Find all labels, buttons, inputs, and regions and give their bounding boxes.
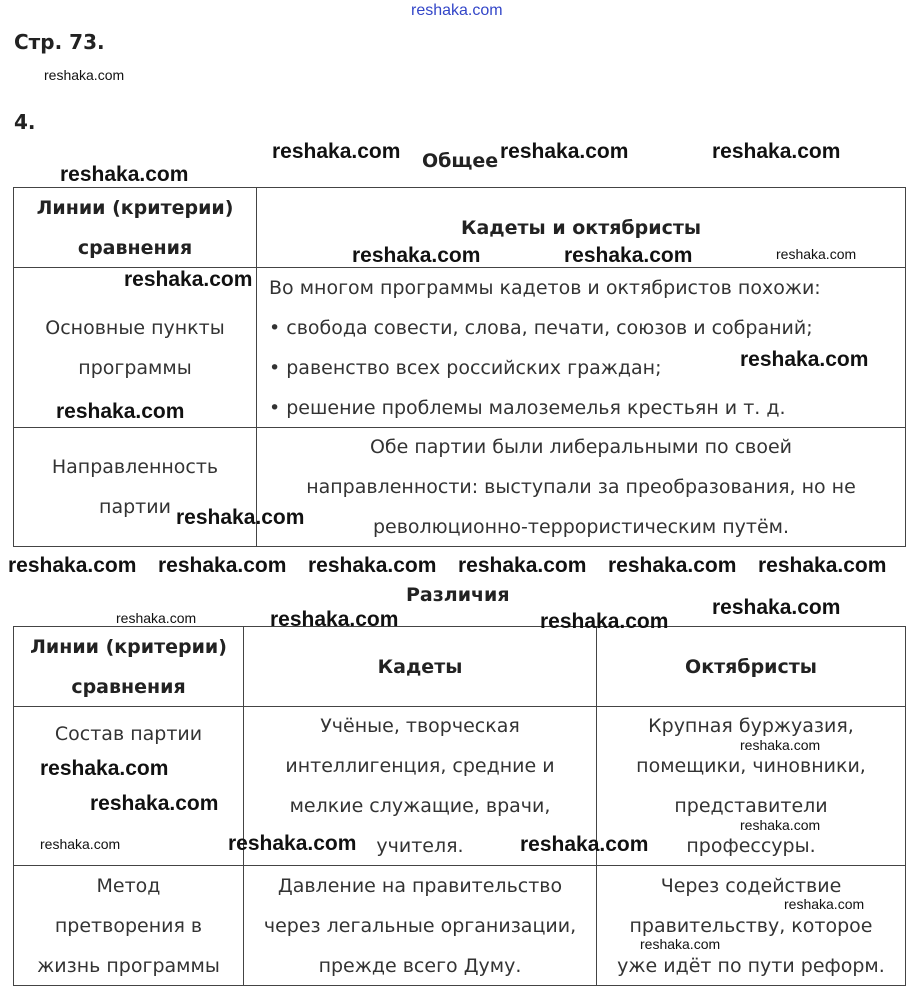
cell-line: мелкие служащие, врачи, (289, 795, 551, 817)
header-line: сравнения (77, 236, 193, 259)
watermark: reshaka.com (608, 554, 737, 577)
watermark: reshaka.com (8, 554, 137, 577)
header-criteria (14, 627, 244, 707)
cell-line: жизнь программы (37, 954, 220, 977)
watermark: reshaka.com (270, 608, 399, 631)
watermark: reshaka.com (228, 832, 357, 855)
criterion-cell (14, 866, 244, 985)
cell-line: уже идёт по пути реформ. (617, 954, 885, 977)
watermark: reshaka.com (272, 140, 401, 163)
header-line: Кадеты (377, 655, 463, 678)
watermark: reshaka.com (116, 610, 197, 626)
cell-line: прежде всего Думу. (318, 954, 522, 977)
header-line: Октябристы (685, 655, 817, 678)
cell-line: Направленность (51, 456, 219, 478)
cell-line: учителя. (376, 835, 464, 857)
task-number: 4. (14, 110, 36, 134)
cell-line: претворения в (54, 914, 203, 937)
orientation-cell (257, 428, 905, 546)
header-criteria (14, 188, 257, 268)
cell-line: представители (674, 795, 828, 817)
watermark: reshaka.com (352, 244, 481, 267)
watermark: reshaka.com (564, 244, 693, 267)
octobrists-method-cell (597, 866, 905, 985)
cell-line: Крупная буржуазия, (648, 715, 854, 737)
header-line: Линии (критерии) (30, 635, 227, 658)
header-kadets (244, 627, 597, 707)
cell-line: • равенство всех российских граждан; (269, 356, 662, 379)
header-line: Линии (критерии) (36, 196, 234, 219)
common-title: Общее (422, 150, 499, 172)
cell-line: Метод (96, 874, 161, 897)
cell-line: направленности: выступали за преобразования, но не (306, 476, 856, 498)
cell-line: Во многом программы кадетов и октябристов похожи: (269, 276, 821, 299)
watermark: reshaka.com (411, 2, 503, 19)
cell-line: помещики, чиновники, (636, 755, 866, 777)
watermark: reshaka.com (712, 596, 841, 619)
cell-line: Состав партии (54, 723, 203, 745)
watermark: reshaka.com (90, 792, 219, 815)
cell-line: через легальные организации, (263, 914, 577, 937)
watermark: reshaka.com (124, 268, 253, 291)
watermark: reshaka.com (56, 400, 185, 423)
watermark: reshaka.com (500, 140, 629, 163)
watermark: reshaka.com (40, 836, 121, 852)
header-octobrists (597, 627, 905, 707)
cell-line: программы (78, 356, 192, 379)
cell-line: • свобода совести, слова, печати, союзов и собраний; (269, 316, 813, 339)
cell-line: Через содействие (660, 874, 842, 897)
differences-title: Различия (406, 584, 510, 606)
cell-line: • решение проблемы малоземелья крестьян и т. д. (269, 396, 786, 419)
watermark: reshaka.com (520, 833, 649, 856)
cell-line: Основные пункты (45, 316, 225, 339)
watermark: reshaka.com (712, 140, 841, 163)
watermark: reshaka.com (740, 348, 869, 371)
watermark: reshaka.com (60, 163, 189, 186)
watermark: reshaka.com (740, 737, 821, 753)
watermark: reshaka.com (784, 896, 865, 912)
header-line: Кадеты и октябристы (460, 216, 702, 239)
watermark: reshaka.com (158, 554, 287, 577)
cell-line: Учёные, творческая (320, 715, 520, 737)
watermark: reshaka.com (308, 554, 437, 577)
cell-line: профессуры. (686, 835, 816, 857)
watermark: reshaka.com (540, 610, 669, 633)
cell-line: Давление на правительство (277, 874, 563, 897)
watermark: reshaka.com (740, 817, 821, 833)
watermark: reshaka.com (776, 246, 857, 262)
watermark: reshaka.com (758, 554, 887, 577)
kadets-method-cell (244, 866, 597, 985)
cell-line: партии (99, 496, 171, 518)
watermark: reshaka.com (640, 936, 721, 952)
cell-line: правительству, которое (629, 914, 873, 937)
watermark: reshaka.com (44, 67, 125, 83)
cell-line: революционно-террористическим путём. (372, 516, 790, 538)
watermark: reshaka.com (176, 506, 305, 529)
watermark: reshaka.com (40, 757, 169, 780)
cell-line: интеллигенция, средние и (285, 755, 555, 777)
watermark: reshaka.com (458, 554, 587, 577)
header-line: сравнения (71, 675, 186, 698)
page-label: Стр. 73. (14, 30, 105, 54)
cell-line: Обе партии были либеральными по своей (369, 436, 793, 458)
